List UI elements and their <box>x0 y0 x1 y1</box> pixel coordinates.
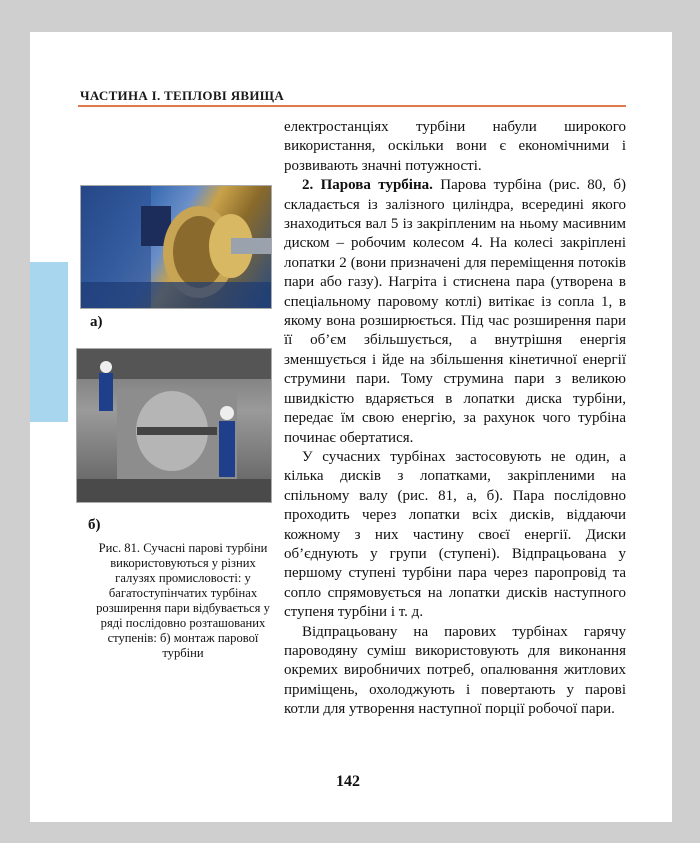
turbine-rotor-illustration <box>81 186 271 308</box>
paragraph-3: У сучасних турбінах застосовують не один, а кілька дисків з лопатками, закріпленими на спільному валу (рис. 81, а, б). Пара послідовно проходить через лопатки всіх дисків, віддаючи кожному з них частину своєї енергії. Диски об’єднують у групи (ступені). Відпрацьована у першому ступені турбіни пара через паропровід та сопло спрямовується на лопатки дисків наступного ступеня турбіни і т. д. <box>284 448 626 621</box>
figure-label-b: б) <box>88 517 101 533</box>
paragraph-1: електростанціях турбіни набули широкого використання, оскільки вони є економічними і розвивають значні потужності. <box>284 119 626 174</box>
paragraph-2-text: Парова турбіна (рис. 80, б) складається із залізного циліндра, всередині якого знаходиться вал 5 із закріпленим на ньому масивним диском – робочим колесом 4. На колесі закріплені лопатки 2 (вони призначені для переміщення потоків пари або газу). Нагріта і стиснена пара (утворена в спеціальному паровому котлі) витікає із сопла 1, в якому вона розширюється. Під час розширення пари її об’єм збільшується, а внутрішня енергія зменшується і йде на збільшення кінетичної енергії струмини пари. Тому струмина пари з великою швидкістю вдаряється в лопатки диска турбіни, передає їм свою енергію, за рахунок чого турбіна починає обертатися. <box>284 177 627 446</box>
figure-caption: Рис. 81. Сучасні парові турбіни використовуються у різних галузях промисловості: у багатоступінчатих турбінах розширення пари відбувається у ряді послідовно розташованих ступенів: б) монтаж парової турбіни <box>96 541 270 660</box>
paragraph-4: Відпрацьовану на парових турбінах гарячу пароводяну суміш використовують для виконання окремих виробничих потреб, опалювання житлових приміщень, охолоджують і повертають у парові котли для утворення наступної порції робочої пари. <box>284 623 626 718</box>
margin-tab <box>30 262 68 422</box>
header-divider <box>78 105 626 107</box>
main-text <box>284 118 626 720</box>
chapter-header: ЧАСТИНА I. ТЕПЛОВІ ЯВИЩА <box>80 88 285 103</box>
section-heading: 2. Парова турбіна. <box>302 177 433 194</box>
turbine-assembly-photo <box>76 348 272 503</box>
turbine-rotor-photo <box>80 185 272 309</box>
page-number: 142 <box>336 773 360 790</box>
figure-label-a: а) <box>90 314 103 330</box>
paragraph-2 <box>284 176 626 448</box>
turbine-assembly-illustration <box>77 349 271 502</box>
